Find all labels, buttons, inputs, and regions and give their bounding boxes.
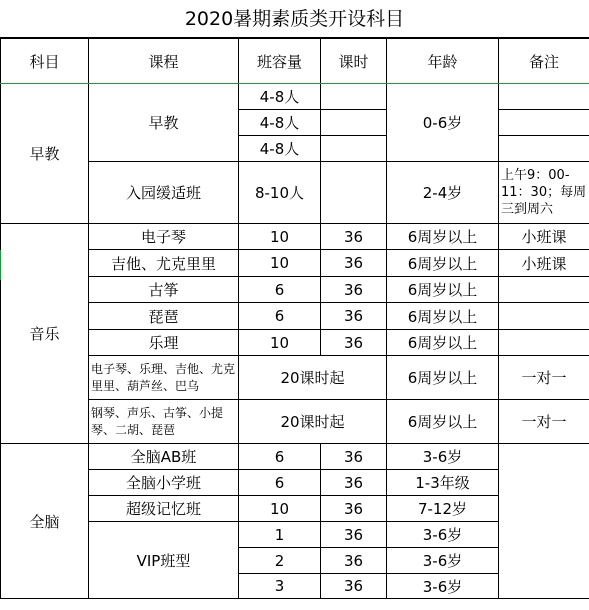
header-hours[interactable]: 课时: [321, 39, 387, 84]
cell-hours[interactable]: 36: [321, 574, 387, 599]
table-row: [1, 250, 589, 277]
cell-hours[interactable]: [321, 136, 387, 162]
cell-remark[interactable]: 小班课: [499, 224, 589, 250]
cell-capacity[interactable]: 4-8人: [239, 136, 321, 162]
cell-hours[interactable]: 36: [321, 548, 387, 574]
cell-hours[interactable]: 36: [321, 250, 387, 277]
cell-course[interactable]: 乐理: [89, 330, 239, 356]
cell-capacity-hours[interactable]: 20课时起: [239, 356, 387, 400]
course-early[interactable]: 早教: [89, 84, 239, 162]
table-row: [1, 330, 589, 356]
row-marker: [0, 250, 1, 280]
cell-remark[interactable]: [499, 110, 589, 136]
sheet-title: 2020暑期素质类开设科目: [0, 0, 589, 38]
cell-hours[interactable]: 36: [321, 444, 387, 470]
cell-course[interactable]: 全脑小学班: [89, 470, 239, 496]
cell-age[interactable]: 0-6岁: [387, 84, 499, 162]
cell-capacity[interactable]: 6: [239, 470, 321, 496]
course-table: [0, 38, 589, 599]
cell-course[interactable]: 超级记忆班: [89, 496, 239, 522]
cell-capacity[interactable]: 10: [239, 330, 321, 356]
cell-hours[interactable]: 36: [321, 330, 387, 356]
cell-capacity[interactable]: 6: [239, 303, 321, 330]
cell-hours[interactable]: 36: [321, 522, 387, 548]
cell-course[interactable]: 古筝: [89, 277, 239, 303]
cell-capacity-hours[interactable]: 20课时起: [239, 400, 387, 444]
course-transition[interactable]: 入园缓适班: [89, 162, 239, 224]
cell-capacity[interactable]: 10: [239, 496, 321, 522]
header-age[interactable]: 年龄: [387, 39, 499, 84]
cell-capacity[interactable]: 6: [239, 277, 321, 303]
cell-course[interactable]: 吉他、尤克里里: [89, 250, 239, 277]
header-course[interactable]: 课程: [89, 39, 239, 84]
cell-capacity[interactable]: 1: [239, 522, 321, 548]
cell-remark[interactable]: 一对一: [499, 400, 589, 444]
cell-remark[interactable]: [499, 444, 589, 599]
cell-capacity[interactable]: 8-10人: [239, 162, 321, 224]
cell-age[interactable]: 6周岁以上: [387, 400, 499, 444]
selection-border: [0, 83, 589, 84]
table-row: [1, 277, 589, 303]
cell-course-multi[interactable]: 钢琴、声乐、古筝、小提琴、二胡、琵琶: [89, 400, 239, 444]
table-row: [1, 224, 589, 250]
cell-course-multi[interactable]: 电子琴、乐理、吉他、尤克里里、葫芦丝、巴乌: [89, 356, 239, 400]
cell-age[interactable]: 3-6岁: [387, 574, 499, 599]
cell-hours[interactable]: [321, 162, 387, 224]
cell-hours[interactable]: 36: [321, 496, 387, 522]
subject-brain[interactable]: 全脑: [1, 444, 89, 599]
cell-hours[interactable]: [321, 84, 387, 110]
cell-remark[interactable]: [499, 330, 589, 356]
cell-hours[interactable]: 36: [321, 303, 387, 330]
table-row: [1, 84, 589, 110]
cell-remark[interactable]: [499, 84, 589, 110]
header-row: [1, 39, 589, 84]
cell-capacity[interactable]: 4-8人: [239, 84, 321, 110]
cell-capacity[interactable]: 4-8人: [239, 110, 321, 136]
cell-age[interactable]: 6周岁以上: [387, 356, 499, 400]
cell-course[interactable]: 全脑AB班: [89, 444, 239, 470]
cell-hours[interactable]: [321, 110, 387, 136]
cell-course[interactable]: 琵琶: [89, 303, 239, 330]
cell-age[interactable]: 3-6岁: [387, 548, 499, 574]
cell-age[interactable]: 6周岁以上: [387, 250, 499, 277]
cell-capacity[interactable]: 6: [239, 444, 321, 470]
cell-age[interactable]: 1-3年级: [387, 470, 499, 496]
cell-remark[interactable]: [499, 303, 589, 330]
cell-capacity[interactable]: 3: [239, 574, 321, 599]
cell-age[interactable]: 3-6岁: [387, 522, 499, 548]
table-row: [1, 444, 589, 470]
cell-age[interactable]: 3-6岁: [387, 444, 499, 470]
cell-remark-schedule[interactable]: 上午9：00-11：30；每周三到周六: [499, 162, 589, 224]
cell-age[interactable]: 6周岁以上: [387, 224, 499, 250]
cell-age[interactable]: 6周岁以上: [387, 277, 499, 303]
cell-remark[interactable]: 小班课: [499, 250, 589, 277]
cell-age[interactable]: 7-12岁: [387, 496, 499, 522]
cell-remark[interactable]: 一对一: [499, 356, 589, 400]
subject-early[interactable]: 早教: [1, 84, 89, 224]
cell-remark[interactable]: [499, 136, 589, 162]
header-remark[interactable]: 备注: [499, 39, 589, 84]
cell-age[interactable]: 6周岁以上: [387, 303, 499, 330]
cell-age[interactable]: 6周岁以上: [387, 330, 499, 356]
cell-course-vip[interactable]: VIP班型: [89, 522, 239, 599]
table-row: [1, 162, 589, 224]
table-row: [1, 400, 589, 444]
cell-capacity[interactable]: 2: [239, 548, 321, 574]
table-row: [1, 356, 589, 400]
header-subject[interactable]: 科目: [1, 39, 89, 84]
cell-hours[interactable]: 36: [321, 224, 387, 250]
cell-hours[interactable]: 36: [321, 470, 387, 496]
subject-music[interactable]: 音乐: [1, 224, 89, 444]
cell-capacity[interactable]: 10: [239, 250, 321, 277]
header-capacity[interactable]: 班容量: [239, 39, 321, 84]
cell-course[interactable]: 电子琴: [89, 224, 239, 250]
cell-hours[interactable]: 36: [321, 277, 387, 303]
cell-age[interactable]: 2-4岁: [387, 162, 499, 224]
cell-remark[interactable]: [499, 277, 589, 303]
table-row: [1, 303, 589, 330]
cell-capacity[interactable]: 10: [239, 224, 321, 250]
